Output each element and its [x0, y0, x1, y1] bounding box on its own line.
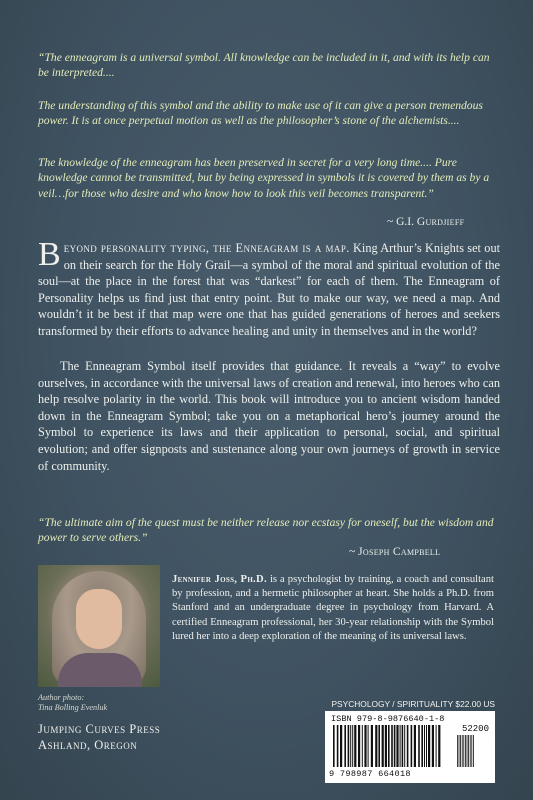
author-photo [38, 565, 160, 687]
publisher-location: Ashland, Oregon [38, 738, 138, 752]
body-paragraph-2: The Enneagram Symbol itself provides that guidance. It reveals a “way” to evolve ourselves, in accordance with the universal laws of creation and renewal, into heroes who can help resolve polarity in the world. This book will introduce you to ancient wisdom handed down in the Enneagram Symbol; take you on a metaphorical hero’s journey around the Symbol to experience its laws and their application to personal, social, and spiritual evolution; and offer signposts and sustenance along your own journeys of growth in service of community. [38, 359, 500, 473]
drop-cap: B [38, 236, 61, 273]
paragraph-1-text: King Arthur’s Knights set out on their search for the Holy Grail—a symbol of the moral and spiritual evolution of the soul—at the place in the forest that was “darkest” for each of them. The Enneagram of Personality helps us find just that entry point. But to make our way, we need a map. And wouldn’t it be best if that map were one that has guided generations of heroes and seekers transformed by their efforts to advance healing and unity in themselves and in the world? [38, 241, 501, 338]
campbell-attribution [349, 546, 440, 558]
isbn-label: ISBN 979-8-9876640-1-8 [331, 714, 445, 724]
ean-digits: 9 798987 664018 [329, 769, 411, 779]
gurdjieff-attribution-prefix: ~ G.I. [387, 216, 417, 228]
publisher-name: Jumping Curves Press [38, 722, 161, 736]
author-name: Jennifer Joss, Ph.D. [172, 574, 267, 585]
author-bio [172, 573, 494, 644]
category-price-line: PSYCHOLOGY / SPIRITUALITY $22.00 US [331, 699, 495, 709]
campbell-attribution-prefix: ~ [349, 546, 359, 558]
campbell-attribution-name: Joseph Campbell [358, 546, 441, 558]
gurdjieff-attribution-name: Gurdjieff [416, 216, 465, 228]
photo-credit-label: Author photo: [38, 693, 85, 702]
gurdjieff-quote-part-3: The knowledge of the enneagram has been preserved in secret for a very long time.... Pure knowledge cannot be transmitted, but by being expressed in symbols it is covered by them as by a veil…for those who desire and who know how to look this veil becomes transparent.” [38, 156, 490, 200]
paragraph-lead-in: eyond personality typing, the Enneagram is a map. [63, 241, 350, 255]
gurdjieff-attribution [387, 216, 464, 228]
barcode [325, 711, 495, 783]
author-bio-text: is a psychologist by training, a coach and consultant by profession, and a hermetic philosopher at heart. She holds a Ph.D. from Stanford and an undergraduate degree in psychology from Harvard. A certified Enneagram professional, her 30-year relationship with the Symbol lured her into a deep exploration of the meaning of its universal laws. [172, 574, 494, 642]
body-paragraph-1 [38, 236, 501, 340]
gurdjieff-quote-part-1: “The enneagram is a universal symbol. All knowledge can be included in it, and with its help can be interpreted.... [38, 51, 490, 80]
photo-credit [38, 693, 168, 713]
publisher-block [38, 721, 160, 753]
gurdjieff-quote-part-2: The understanding of this symbol and the ability to make use of it can give a person tremendous power. It is at once perpetual motion as well as the philosopher’s stone of the alchemists.... [38, 99, 483, 128]
photo-credit-name: Tina Bolling Evenluk [38, 703, 108, 712]
price-code: 52200 [461, 724, 489, 734]
ean-barcode-bars [333, 725, 451, 767]
price-barcode-bars [457, 735, 489, 767]
campbell-quote: “The ultimate aim of the quest must be neither release nor ecstasy for oneself, but the wisdom and power to serve others.” [38, 516, 494, 545]
